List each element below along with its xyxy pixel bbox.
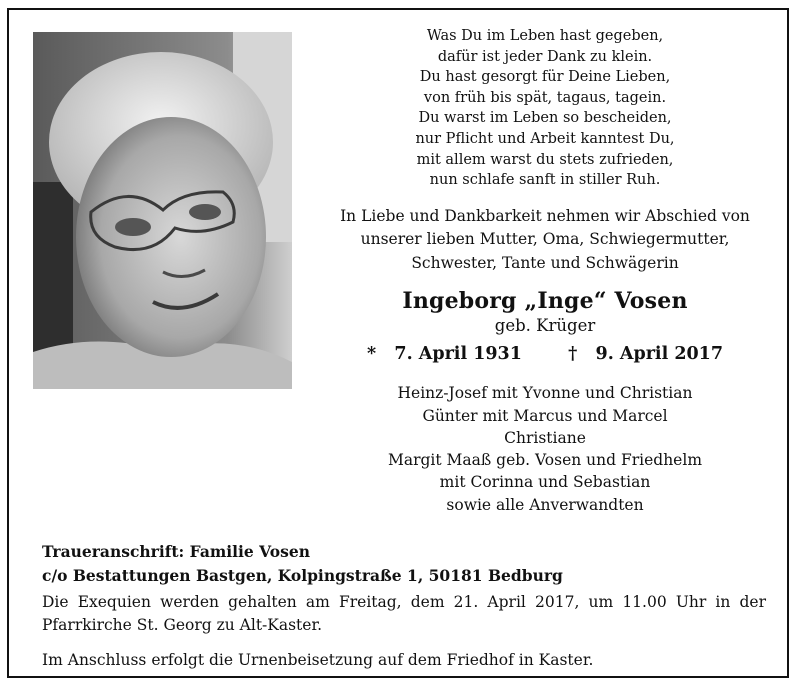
poem-line: Du hast gesorgt für Deine Lieben,	[419, 69, 671, 86]
mourner-line: Heinz-Josef mit Yvonne und Christian	[397, 384, 693, 403]
poem-line: Was Du im Leben hast gegeben,	[426, 28, 664, 44]
deceased-name: Ingeborg „Inge“ Vosen	[402, 288, 688, 315]
address-line-2: c/o Bestattungen Bastgen, Kolpingstraße 1, 50181 Bedburg	[42, 565, 563, 585]
main-text-column	[307, 26, 783, 516]
burial-info: Im Anschluss erfolgt die Urnenbeisetzung auf dem Friedhof in Kaster.	[42, 651, 594, 669]
mourner-line: Christiane	[504, 428, 586, 447]
mourner-line: mit Corinna und Sebastian	[439, 473, 651, 492]
poem-line: von früh bis spät, tagaus, tagein.	[423, 89, 667, 106]
birth-date: 7. April 1931	[394, 344, 522, 365]
intro-line: In Liebe und Dankbarkeit nehmen wir Abschied von	[340, 206, 750, 225]
death-date: 9. April 2017	[595, 344, 724, 365]
mourner-line: Margit Maaß geb. Vosen und Friedhelm	[387, 451, 703, 470]
address-line-1: Traueranschrift: Familie Vosen	[42, 542, 310, 561]
intro-line: Schwester, Tante und Schwägerin	[411, 253, 679, 272]
portrait-photo	[33, 32, 292, 389]
intro-line: unserer lieben Mutter, Oma, Schwiegermutter,	[360, 230, 730, 249]
death-cross-icon: †	[568, 344, 578, 365]
maiden-name: geb. Krüger	[494, 316, 596, 336]
mourner-line: Günter mit Marcus und Marcel	[422, 406, 668, 425]
farewell-intro	[307, 205, 783, 276]
mourner-line: sowie alle Anverwandten	[446, 495, 644, 514]
poem-line: Du warst im Leben so bescheiden,	[418, 110, 672, 127]
service-info: Die Exequien werden gehalten am Freitag, dem 21. April 2017, um 11.00 Uhr in der Pfarrkirche St. Georg zu Alt-Kaster.	[42, 593, 766, 634]
poem-line: nun schlafe sanft in stiller Ruh.	[429, 172, 661, 189]
mourners-list	[307, 382, 783, 516]
poem-line: mit allem warst du stets zufrieden,	[416, 151, 674, 168]
poem-line: dafür ist jeder Dank zu klein.	[437, 48, 653, 65]
portrait-photo-icon	[33, 32, 292, 389]
poem-line: nur Pflicht und Arbeit kanntest Du,	[415, 130, 675, 147]
obituary-frame	[7, 8, 789, 678]
poem	[307, 26, 783, 191]
birth-star-icon: *	[366, 344, 377, 365]
footer-section	[42, 540, 766, 672]
life-dates	[307, 342, 783, 366]
